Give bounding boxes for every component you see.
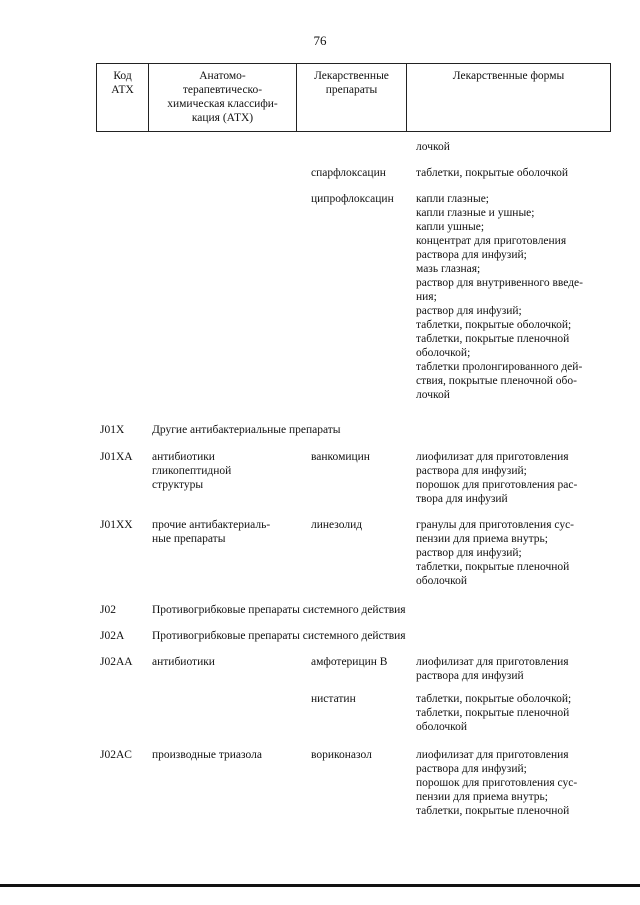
row-forms: лиофилизат для приготовления раствора для инфузий	[416, 656, 569, 682]
row-code: J02	[100, 604, 116, 616]
row-classification: Противогрибковые препараты системного действия	[152, 630, 406, 642]
header-classification-cell	[148, 63, 297, 132]
row-forms: гранулы для приготовления сус- пензии для приема внутрь; раствор для инфузий; таблетки, покрытые пленочной оболочкой	[416, 519, 575, 587]
row-code: J01XA	[100, 451, 133, 463]
row-drug: амфотерицин В	[311, 656, 388, 668]
row-classification: прочие антибактериаль- ные препараты	[152, 519, 271, 545]
row-drug: ципрофлоксацин	[311, 193, 394, 205]
page-number: 76	[313, 33, 327, 48]
header-code: Код АТХ	[111, 70, 134, 96]
row-drug: вориконазол	[311, 749, 372, 761]
row-forms: капли глазные; капли глазные и ушные; капли ушные; концентрат для приготовления раствора для инфузий; мазь глазная; раствор для внутривенного введе- ния; раствор для инфузий; таблетки, покрытые оболочкой; таблетки, покрытые пленочной оболочкой; таблетки пролонгированного дей- ствия, покрытые пленочной обо- лочкой	[416, 193, 583, 401]
header-classification: Анатомо- терапевтическо- химическая классифи- кация (АТХ)	[167, 70, 278, 124]
row-classification: Противогрибковые препараты системного действия	[152, 604, 406, 616]
header-forms-cell	[406, 63, 611, 132]
row-forms: таблетки, покрытые оболочкой	[416, 167, 568, 179]
row-forms: лочкой	[416, 141, 450, 153]
header-forms: Лекарственные формы	[452, 70, 565, 82]
header-code-cell	[96, 63, 149, 132]
row-forms: лиофилизат для приготовления раствора для инфузий; порошок для приготовления рас- твора для инфузий	[416, 451, 578, 505]
row-code: J02AA	[100, 656, 133, 668]
footer-rule	[0, 884, 640, 887]
row-drug: ванкомицин	[311, 451, 370, 463]
row-code: J01X	[100, 424, 125, 436]
row-drug: линезолид	[311, 519, 363, 531]
row-classification: производные триазола	[152, 749, 262, 761]
header-drugs-cell	[296, 63, 407, 132]
table-header	[96, 63, 611, 132]
row-code: J02A	[100, 630, 125, 642]
row-classification: Другие антибактериальные препараты	[152, 424, 341, 436]
row-classification: антибиотики	[152, 656, 215, 668]
row-code: J02AC	[100, 749, 132, 761]
row-drug: спарфлоксацин	[311, 167, 386, 179]
row-code: J01XX	[100, 519, 133, 531]
row-forms: лиофилизат для приготовления раствора для инфузий; порошок для приготовления сус- пензии для приема внутрь; таблетки, покрытые пленочной	[416, 749, 578, 817]
row-forms: таблетки, покрытые оболочкой; таблетки, покрытые пленочной оболочкой	[416, 693, 572, 733]
row-classification: антибиотики гликопептидной структуры	[152, 451, 232, 491]
header-drugs: Лекарственные препараты	[314, 70, 389, 96]
row-drug: нистатин	[311, 693, 356, 705]
